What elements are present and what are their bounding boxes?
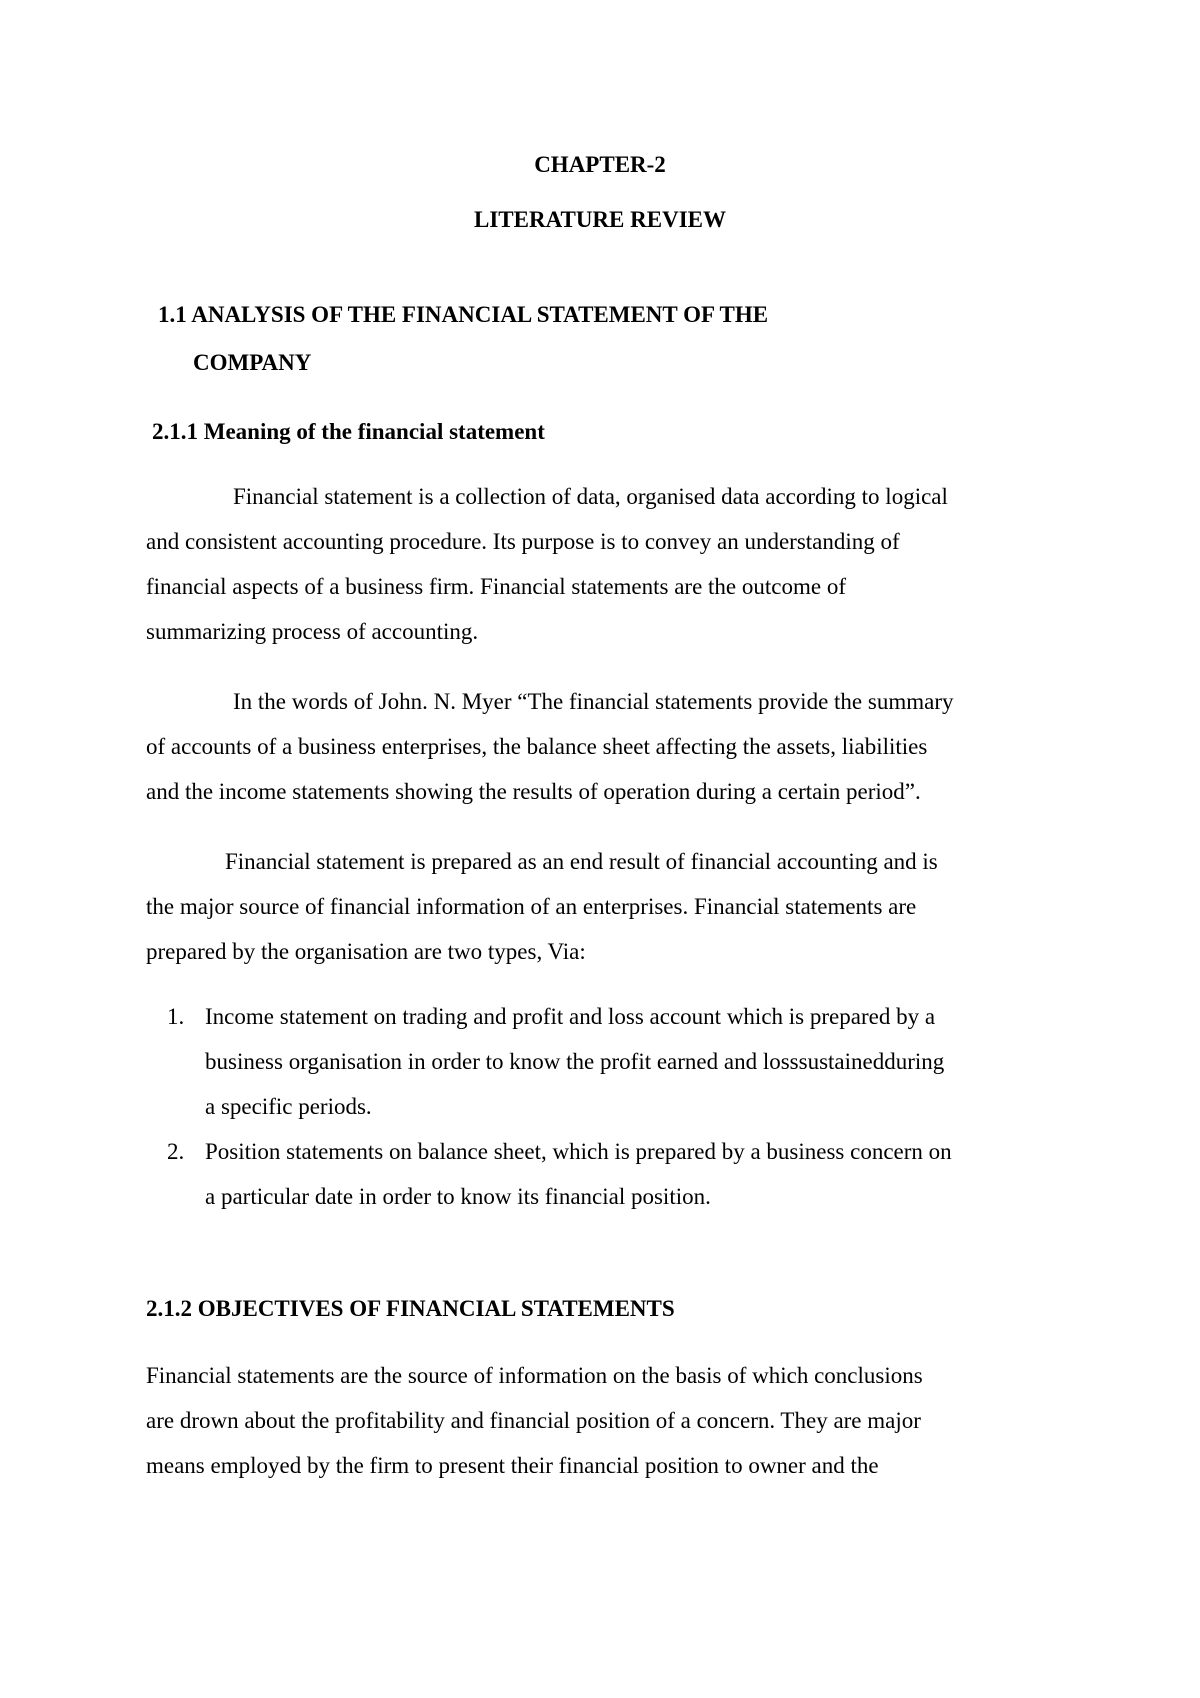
objectives-paragraph-line: Financial statements are the source of information on the basis of which conclusions (146, 1363, 923, 1388)
list-item-number: 2. (167, 1139, 185, 1164)
list-item-line: business organisation in order to know the profit earned and losssustainedduring (205, 1049, 945, 1074)
chapter-title: LITERATURE REVIEW (474, 207, 726, 232)
list-item-number: 1. (167, 1004, 185, 1029)
chapter-number: CHAPTER-2 (534, 152, 666, 177)
list-item-line: Income statement on trading and profit and loss account which is prepared by a (205, 1004, 936, 1029)
objectives-paragraph-line: are drown about the profitability and financial position of a concern. They are major (146, 1408, 921, 1433)
paragraph-1-line: summarizing process of accounting. (146, 619, 479, 644)
section-2-1-1-heading: 2.1.1 Meaning of the financial statement (152, 419, 545, 444)
paragraph-1-line: and consistent accounting procedure. Its purpose is to convey an understanding of (146, 529, 900, 554)
section-2-1-2-heading: 2.1.2 OBJECTIVES OF FINANCIAL STATEMENTS (146, 1296, 675, 1321)
list-item-line: Position statements on balance sheet, which is prepared by a business concern on (205, 1139, 952, 1164)
paragraph-2-line: of accounts of a business enterprises, the balance sheet affecting the assets, liabilities (146, 734, 928, 759)
list-item-line: a particular date in order to know its financial position. (205, 1184, 711, 1209)
list-item-line: a specific periods. (205, 1094, 372, 1119)
paragraph-1-line: financial aspects of a business firm. Financial statements are the outcome of (146, 574, 846, 599)
paragraph-3-line: the major source of financial information of an enterprises. Financial statements are (146, 894, 917, 919)
paragraph-3-line: prepared by the organisation are two types, Via: (146, 939, 586, 964)
paragraph-1-line: Financial statement is a collection of data, organised data according to logical (233, 484, 948, 509)
paragraph-2-line: In the words of John. N. Myer “The financial statements provide the summary (233, 689, 954, 714)
paragraph-3-line: Financial statement is prepared as an end result of financial accounting and is (225, 849, 938, 874)
section-1-1-heading-line2: COMPANY (193, 350, 312, 375)
objectives-paragraph-line: means employed by the firm to present their financial position to owner and the (146, 1453, 879, 1478)
paragraph-2-line: and the income statements showing the results of operation during a certain period”. (146, 779, 921, 804)
section-1-1-heading-line1: 1.1 ANALYSIS OF THE FINANCIAL STATEMENT OF THE (158, 302, 769, 327)
